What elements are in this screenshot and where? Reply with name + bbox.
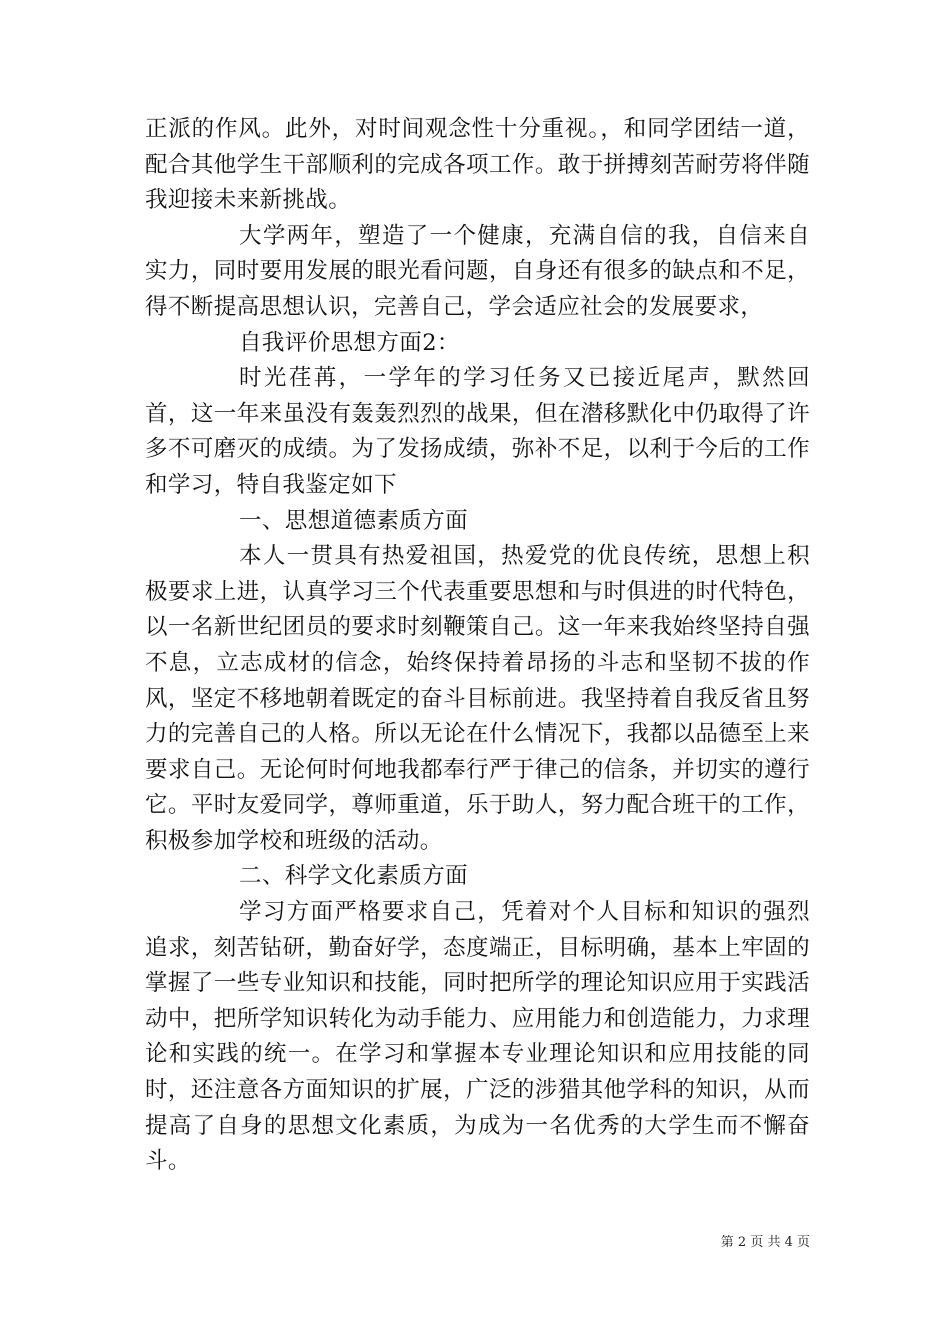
paragraph-1: 正派的作风。此外，对时间观念性十分重视。，和同学团结一道，配合其他学生干部顺利的完成各项工作。敢于拼搏刻苦耐劳将伴随我迎接未来新挑战。 [145,116,810,214]
section-heading-science-culture: 二、科学文化素质方面 [239,863,469,890]
page-number-footer: 第 2 页 共 4 页 [720,1235,810,1250]
paragraph-6: 本人一贯具有热爱祖国，热爱党的优良传统，思想上积极要求上进，认真学习三个代表重要思想和与时俱进的时代特色，以一名新世纪团员的要求时刻鞭策自己。这一年来我始终坚持自强不息，立志成材的信念，始终保持着昂扬的斗志和坚韧不拔的作风，坚定不移地朝着既定的奋斗目标前进。我坚持着自我反省且努力的完善自己的人格。所以无论在什么情况下，我都以品德至上来要求自己。无论何时何地我都奉行严于律己的信条，并切实的遵行它。平时友爱同学，尊师重道，乐于助人，努力配合班干的工作，积极参加学校和班级的活动。 [145,543,810,854]
document-body [145,112,810,1180]
section-heading-moral-quality: 一、思想道德素质方面 [239,507,469,534]
section-heading-self-evaluation-2: 自我评价思想方面2： [239,329,460,356]
paragraph-2: 大学两年，塑造了一个健康，充满自信的我，自信来自实力，同时要用发展的眼光看问题，自身还有很多的缺点和不足，得不断提高思想认识，完善自己，学会适应社会的发展要求， [145,222,810,320]
paragraph-8: 学习方面严格要求自己，凭着对个人目标和知识的强烈追求，刻苦钻研，勤奋好学，态度端正，目标明确，基本上牢固的掌握了一些专业知识和技能，同时把所学的理论知识应用于实践活动中，把所学知识转化为动手能力、应用能力和创造能力，力求理论和实践的统一。在学习和掌握本专业理论知识和应用技能的同时，还注意各方面知识的扩展，广泛的涉猎其他学科的知识，从而提高了自身的思想文化素质，为成为一名优秀的大学生而不懈奋斗。 [145,899,810,1175]
paragraph-4: 时光荏苒，一学年的学习任务又已接近尾声，默然回首，这一年来虽没有轰轰烈烈的战果，但在潜移默化中仍取得了许多不可磨灭的成绩。为了发扬成绩，弥补不足，以利于今后的工作和学习，特自我鉴定如下 [145,365,810,498]
